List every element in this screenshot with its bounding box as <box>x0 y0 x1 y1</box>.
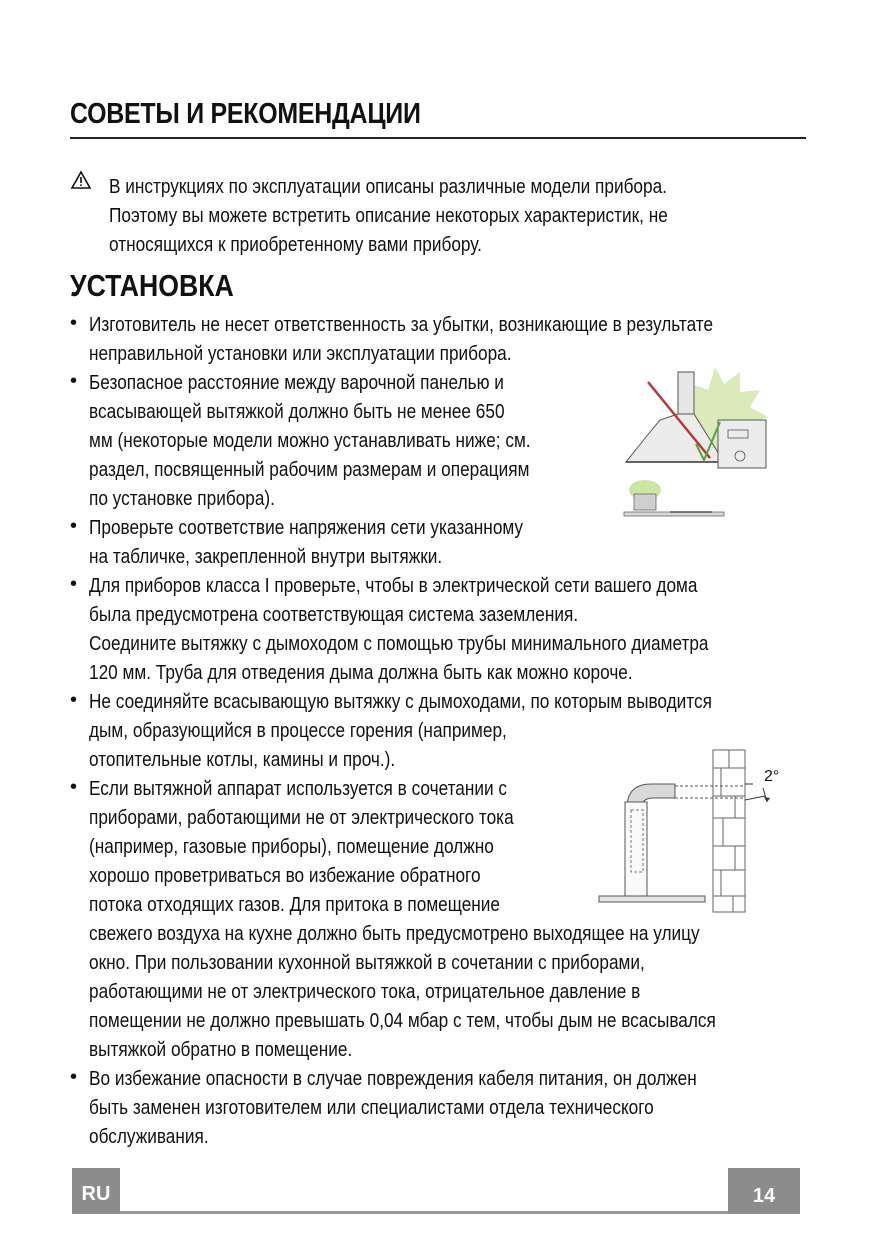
section-title-installation: УСТАНОВКА <box>70 268 234 303</box>
bullet-2-line-3: мм (некоторые модели можно устанавливать ниже; см. <box>89 429 531 452</box>
bullet-1-line-2: неправильной установки или эксплуатации прибора. <box>89 342 512 365</box>
bullet-6-line-2: приборами, работающими не от электрического тока <box>89 806 514 829</box>
warning-line-1: В инструкциях по эксплуатации описаны различные модели прибора. <box>109 175 667 198</box>
bullet-4-line-2: была предусмотрена соответствующая система заземления. <box>89 603 579 626</box>
bullet-3-line-1: Проверьте соответствие напряжения сети указанному <box>89 516 524 539</box>
bullet-5-line-3: отопительные котлы, камины и проч.). <box>89 748 396 771</box>
bullet-marker: • <box>70 515 78 537</box>
warning-line-3: относящихся к приобретенному вами прибору. <box>109 233 482 256</box>
bullet-3-line-2: на табличке, закрепленной внутри вытяжки. <box>89 545 443 568</box>
bullet-7-line-3: обслуживания. <box>89 1125 209 1148</box>
bullet-1-line-1: Изготовитель не несет ответственность за убытки, возникающие в результате <box>89 313 714 336</box>
warning-line-2: Поэтому вы можете встретить описание некоторых характеристик, не <box>109 204 668 227</box>
bullet-2-line-4: раздел, посвященный рабочим размерам и операциям <box>89 458 530 481</box>
bullet-marker: • <box>70 312 78 334</box>
bullet-6-line-4: хорошо проветриваться во избежание обратного <box>89 864 481 887</box>
bullet-2-line-5: по установке прибора). <box>89 487 275 510</box>
bullet-marker: • <box>70 776 78 798</box>
bullet-5-line-1: Не соединяйте всасывающую вытяжку с дымоходами, по которым выводится <box>89 690 712 713</box>
hood-distance-illustration <box>600 362 780 522</box>
bullet-6-line-8: работающими не от электрического тока, отрицательное давление в <box>89 980 641 1003</box>
warning-triangle-icon <box>70 170 92 190</box>
title-divider <box>70 137 806 139</box>
bullet-7-line-1: Во избежание опасности в случае повреждения кабеля питания, он должен <box>89 1067 697 1090</box>
bullet-6-line-7: окно. При пользовании кухонной вытяжкой в сочетании с приборами, <box>89 951 645 974</box>
bullet-7-line-2: быть заменен изготовителем или специалистами отдела технического <box>89 1096 654 1119</box>
bullet-6-line-6: свежего воздуха на кухне должно быть предусмотрено выходящее на улицу <box>89 922 700 945</box>
page-number: 14 <box>728 1168 800 1214</box>
bullet-6-line-1: Если вытяжной аппарат используется в сочетании с <box>89 777 507 800</box>
footer-bar <box>72 1211 800 1214</box>
bullet-5-line-2: дым, образующийся в процессе горения (например, <box>89 719 507 742</box>
page-title: СОВЕТЫ И РЕКОМЕНДАЦИИ <box>70 98 421 130</box>
language-tab: RU <box>72 1168 120 1214</box>
bullet-marker: • <box>70 689 78 711</box>
bullet-marker: • <box>70 1066 78 1088</box>
bullet-4-line-4: 120 мм. Труба для отведения дыма должна быть как можно короче. <box>89 661 633 684</box>
duct-slope-illustration <box>595 748 790 914</box>
bullet-6-line-3: (например, газовые приборы), помещение должно <box>89 835 494 858</box>
bullet-marker: • <box>70 573 78 595</box>
bullet-6-line-5: потока отходящих газов. Для притока в помещение <box>89 893 500 916</box>
bullet-2-line-1: Безопасное расстояние между варочной панелью и <box>89 371 504 394</box>
bullet-marker: • <box>70 370 78 392</box>
bullet-6-line-9: помещении не должно превышать 0,04 мбар с тем, чтобы дым не всасывался <box>89 1009 716 1032</box>
bullet-2-line-2: всасывающей вытяжкой должно быть не менее 650 <box>89 400 505 423</box>
bullet-4-line-1: Для приборов класса I проверьте, чтобы в электрической сети вашего дома <box>89 574 698 597</box>
angle-label: 2° <box>764 768 780 785</box>
bullet-4-line-3: Соедините вытяжку с дымоходом с помощью трубы минимального диаметра <box>89 632 709 655</box>
bullet-6-line-10: вытяжкой обратно в помещение. <box>89 1038 353 1061</box>
